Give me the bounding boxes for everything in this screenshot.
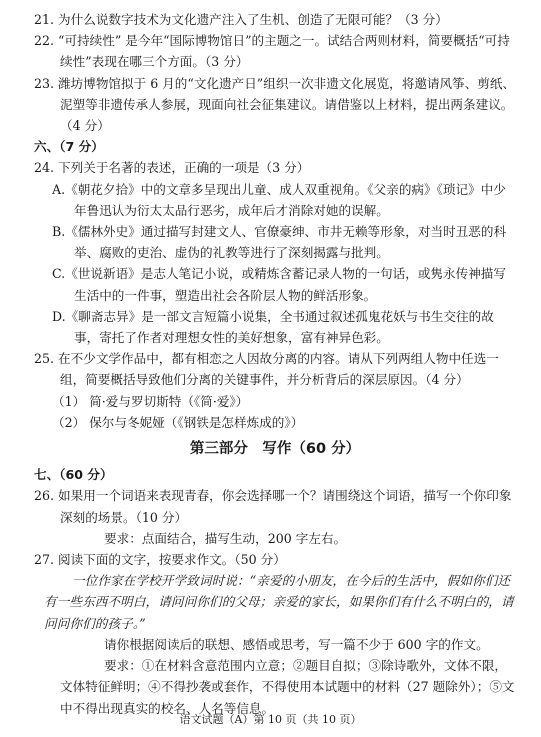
question-25: 25. 在不少文学作品中，都有相恋之人因故分离的内容。请从下列两组人物中任选一组，简要概括导致他们分离的关键事件，并分析背后的深层原因。（4 分）	[34, 351, 499, 388]
section-six-heading: 六、（7 分）	[34, 139, 104, 155]
question-21: 21. 为什么说数字技术为文化遗产注入了生机、创造了无限可能？（3 分）	[34, 12, 448, 27]
question-24-option-b: B.《儒林外史》通过描写封建文人、官僚豪绅、市井无赖等形象，对当时丑恶的科举、腐败的吏治、虚伪的礼教等进行了深刻揭露与批判。	[52, 224, 507, 261]
question-23: 23. 潍坊博物馆拟于 6 月的“文化遗产日”组织一次非遗文化展览，将邀请风筝、剪纸、泥塑等非遗传承人参展，现面向社会征集建议。请借鉴以上材料，提出两条建议。（4 分）	[34, 75, 516, 134]
part-three-title: 第三部分 写作（60 分）	[189, 441, 361, 458]
section-seven-heading: 七、（60 分）	[34, 467, 113, 483]
question-26-requirement: 要求：点面结合，描写生动，200 字左右。	[104, 530, 347, 546]
question-25-group-1: （1） 简·爱与罗切斯特（《简·爱》）	[52, 393, 249, 409]
question-26: 26. 如果用一个词语来表现青春，你会选择哪一个？请围绕这个词语，描写一个你印象深刻的场景。（10 分）	[34, 488, 512, 525]
question-24: 24. 下列关于名著的表述，正确的一项是（3 分）	[34, 160, 310, 176]
page-footer: 语文试题（A）第 10 页（共 10 页）	[179, 713, 362, 726]
question-22: 22. “可持续性” 是今年“国际博物馆日”的主题之一。试结合两则材料，简要概括“可持续性”表现在哪三个方面。（3 分）	[34, 33, 510, 70]
question-25-group-2: （2） 保尔与冬妮娅（《钢铁是怎样炼成的》）	[52, 414, 304, 430]
exam-content	[34, 9, 516, 719]
question-27-requirements: 要求：①在材料含意范围内立意；②题目自拟；③除诗歌外，文体不限，文体特征鲜明；④不得抄袭或套作，不得使用本试题中的材料（27 题除外）；⑤文中不得出现真实的校名、人名等信息。	[60, 658, 515, 716]
question-24-option-c: C.《世说新语》是志人笔记小说，或精炼含蓄记录人物的一句话，或隽永传神描写生活中的一件事，塑造出社会各阶层人物的鲜活形象。	[52, 266, 506, 303]
question-27-prompt: 请你根据阅读后的联想、感悟或思考，写一篇不少于 600 字的作文。	[104, 636, 489, 652]
question-24-option-d: D.《聊斋志异》是一部文言短篇小说集，全书通过叙述孤鬼花妖与书生交往的故事，寄托了作者对理想女性的美好想象，富有神异色彩。	[52, 308, 494, 346]
question-27-quote: 一位作家在学校开学致词时说：“亲爱的小朋友，在今后的生活中，假如你们还有一些东西不明白，请问问你们的父母；亲爱的家长，如果你们有什么不明白的，请问问你们的孩子。”	[44, 573, 514, 631]
question-27: 27. 阅读下面的文字，按要求作文。（50 分）	[34, 552, 286, 568]
question-24-option-a: A.《朝花夕拾》中的文章多呈现出儿童、成人双重视角。《父亲的病》《琐记》中少年鲁迅认为衍太太品行恶劣，成年后才消除对她的误解。	[52, 181, 506, 218]
